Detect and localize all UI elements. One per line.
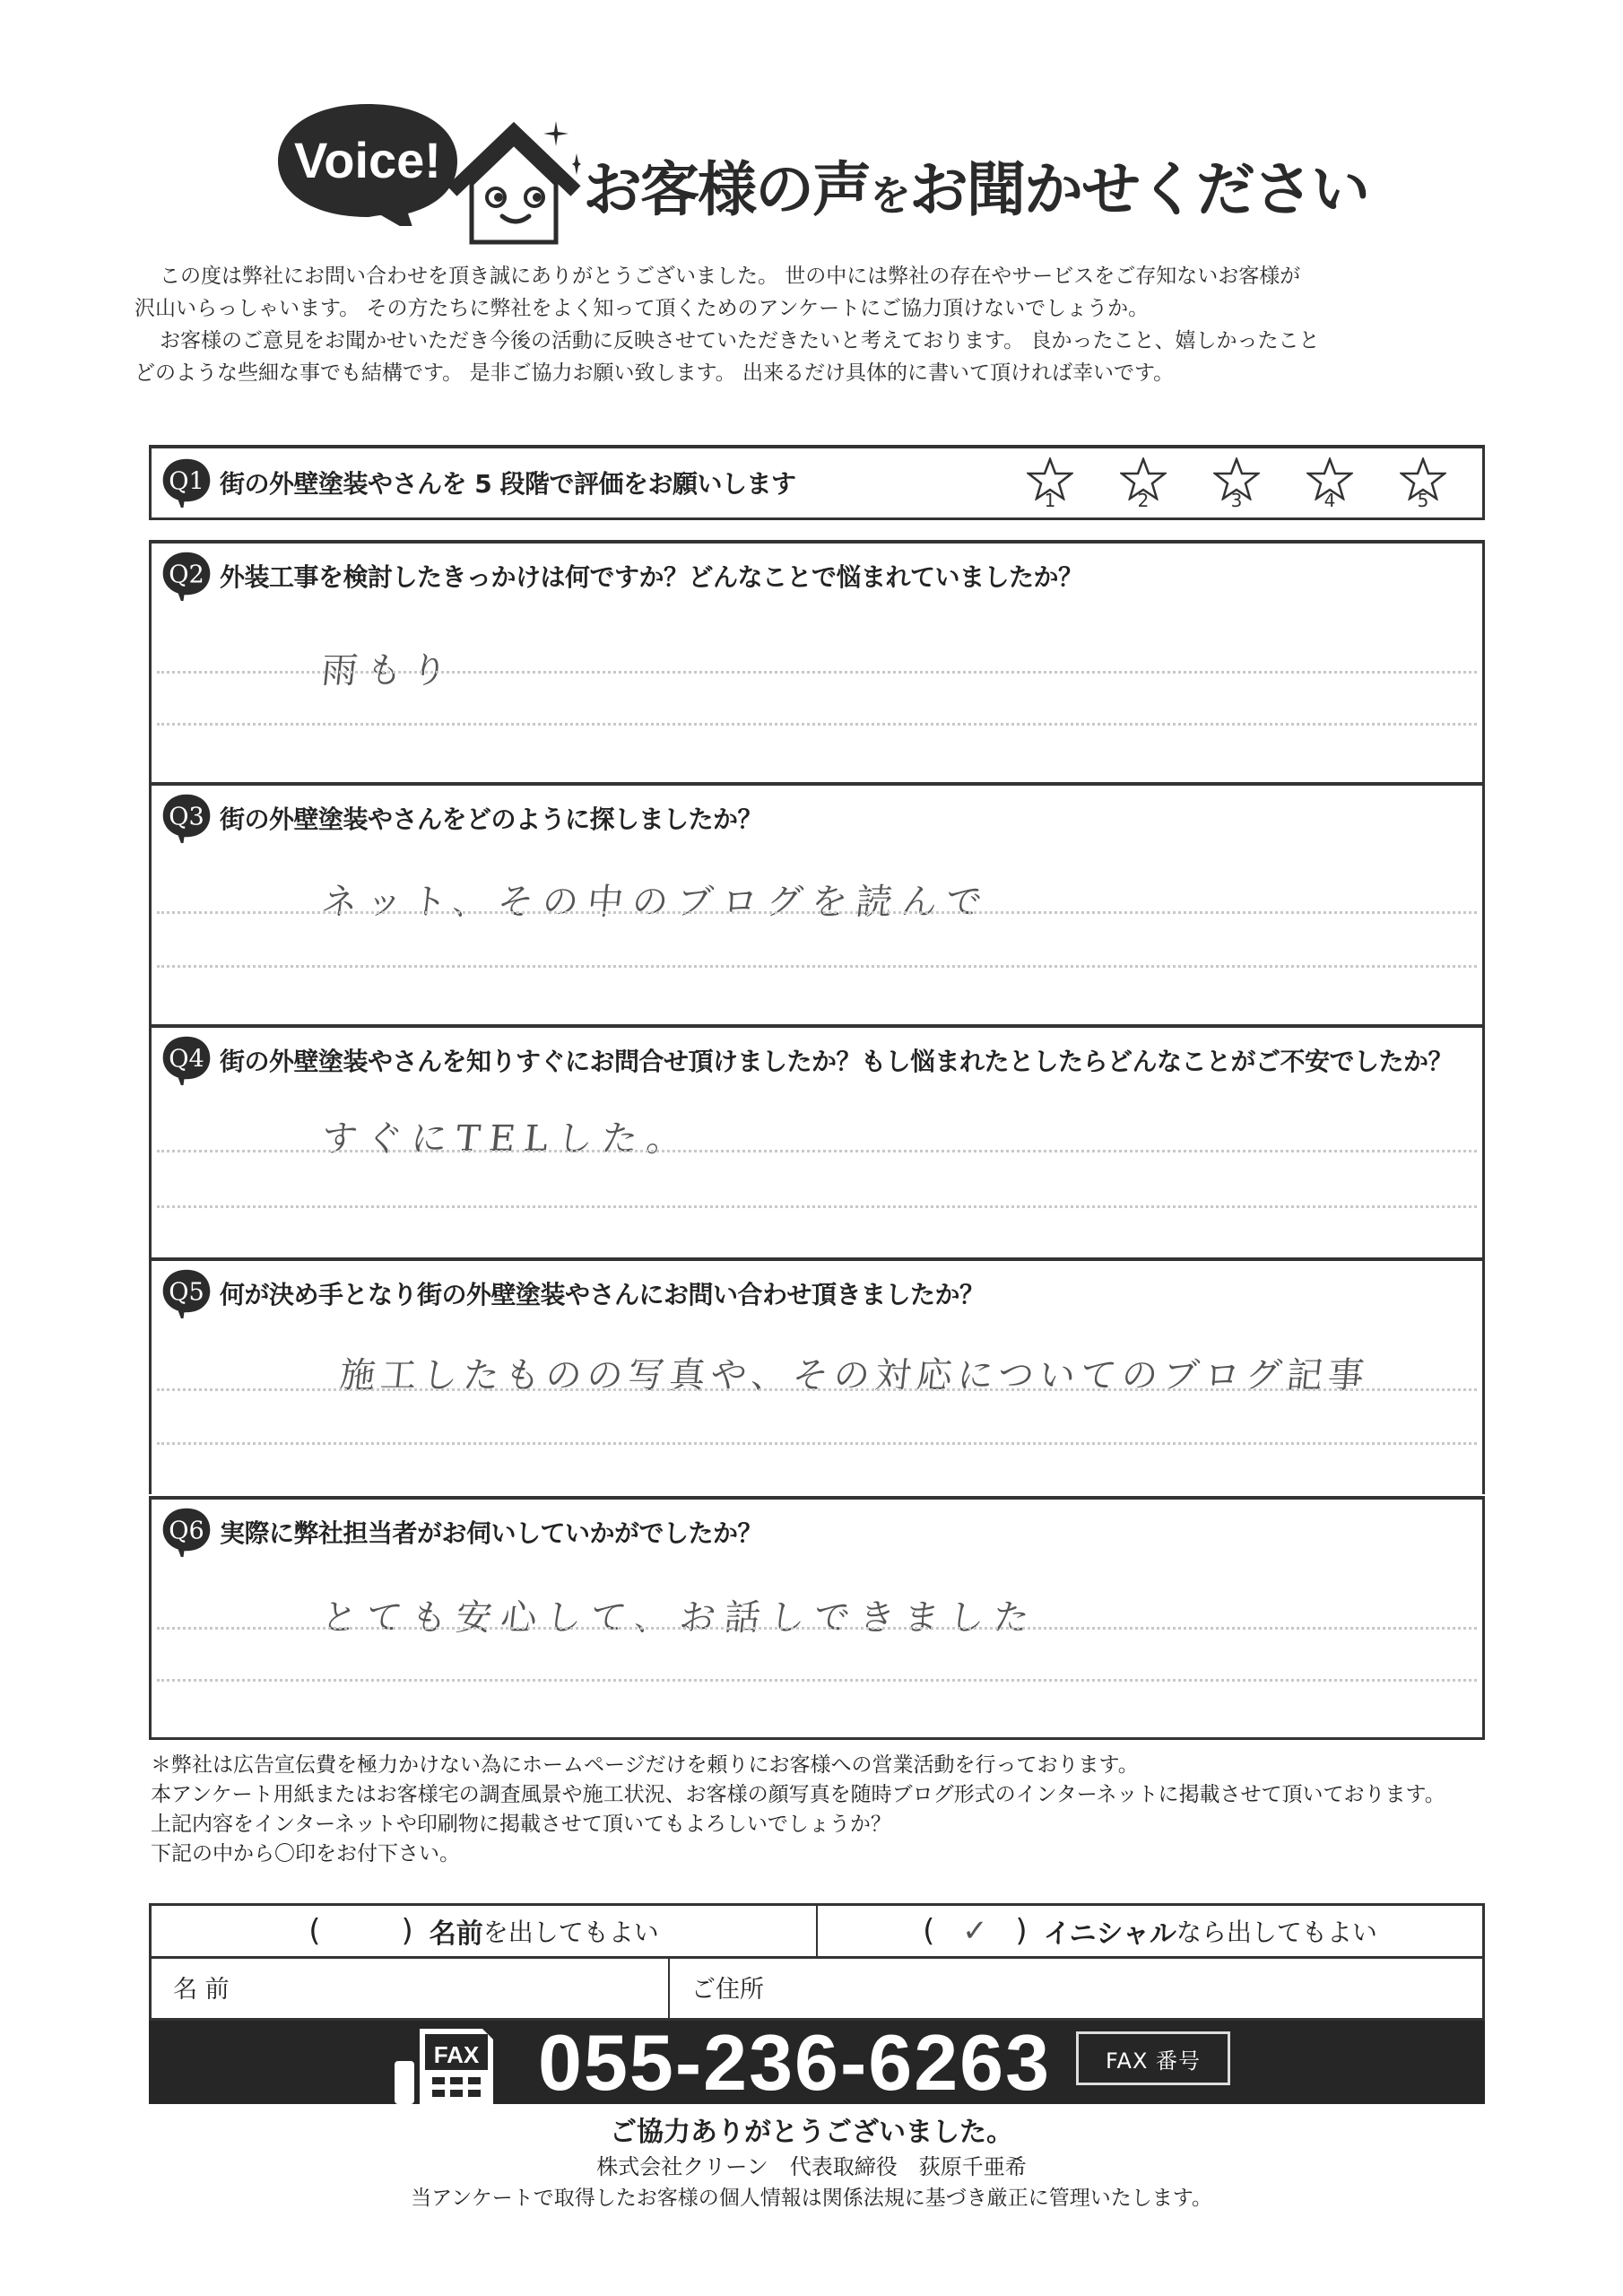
svg-text:Q3: Q3 [169, 803, 204, 831]
rating-star-1[interactable]: 1 [1027, 457, 1073, 513]
question-q6 [149, 1496, 1485, 1740]
question-text: 何が決め手となり街の外壁塗装やさんにお問い合わせ頂きましたか？ [220, 1280, 985, 1309]
answer-text[interactable]: すぐにTELした。 [319, 1118, 694, 1160]
checkbox-name[interactable]: ( ) [308, 1913, 413, 1949]
svg-text:Q6: Q6 [169, 1517, 204, 1545]
consent-options [149, 1903, 1485, 1959]
question-text: 街の外壁塗装やさんを 5 段階で評価をお願いします [220, 469, 796, 499]
option-label: なら出してもよい [1176, 1918, 1377, 1947]
note-line: 本アンケート用紙またはお客様宅の調査風景や施工状況、お客様の顔写真を随時ブログ形式のインターネットに掲載させて頂いております。 [151, 1783, 1445, 1806]
intro-line: この度は弊社にお問い合わせを頂き誠にありがとうございました。 世の中には弊社の存在やサービスをご存知ないお客様が [160, 265, 1301, 288]
ruled-line [157, 671, 1477, 674]
rating-star-4[interactable]: 4 [1306, 457, 1353, 513]
voice-badge-text: Voice! [294, 132, 441, 188]
address-field[interactable] [670, 1956, 764, 2018]
svg-text:Q1: Q1 [169, 467, 204, 496]
address-label: ご住所 [691, 1976, 764, 2004]
ruled-line [157, 1388, 1477, 1391]
answer-text[interactable]: 施工したものの写真や、その対応についてのブログ記事 [337, 1355, 1372, 1396]
consent-option-initial[interactable] [816, 1906, 1482, 1956]
title-particle: を [870, 171, 909, 220]
publication-notes [151, 1751, 1445, 1869]
option-label: を出してもよい [482, 1918, 659, 1947]
rating-star-3[interactable]: 3 [1213, 457, 1260, 513]
svg-text:FAX: FAX [433, 2041, 480, 2068]
question-text: 街の外壁塗装やさんを知りすぐにお問合せ頂けましたか？もし悩まれたとしたらどんなことがご不安でしたか？ [220, 1047, 1454, 1076]
company-signature: 株式会社クリーン 代表取締役 荻原千亜希 [596, 2154, 1027, 2179]
consent-option-name[interactable] [152, 1906, 816, 1956]
answer-text[interactable]: ネット、その中のブログを読んで [319, 882, 994, 923]
title-rest: お聞かせください [909, 155, 1368, 224]
note-line: 上記内容をインターネットや印刷物に掲載させて頂いてもよろしいでしょうか？ [151, 1813, 891, 1836]
q6-badge-icon [157, 1507, 216, 1557]
thanks-message: ご協力ありがとうございました。 [610, 2117, 1013, 2148]
voice-speech-bubble-icon [273, 100, 462, 226]
note-line: 下記の中から〇印をお付下さい。 [151, 1842, 460, 1866]
rating-star-5[interactable]: 5 [1400, 457, 1446, 513]
smiling-house-icon [447, 121, 581, 247]
fax-number-label: FAX 番号 [1076, 2031, 1230, 2085]
q1-badge-icon [157, 457, 216, 508]
sparkle-icon [543, 121, 568, 146]
ruled-line [157, 1442, 1477, 1445]
note-line: ＊弊社は広告宣伝費を極力かけない為にホームページだけを頼りにお客様への営業活動を行っております。 [151, 1753, 1139, 1777]
intro-line: お客様のご意見をお聞かせいただき今後の活動に反映させていただきたいと考えております。 良かったこと、嬉しかったこと [160, 329, 1320, 352]
ruled-line [157, 1205, 1477, 1208]
q3-badge-icon [157, 793, 216, 843]
fax-machine-icon [395, 2025, 520, 2104]
intro-line: どのような些細な事でも結構です。 是非ご協力お願い致します。 出来るだけ具体的に書いて頂ければ幸いです。 [135, 361, 1175, 385]
name-label: 名 前 [173, 1976, 230, 2004]
ruled-line [157, 911, 1477, 914]
ruled-line [157, 1150, 1477, 1152]
option-label-bold: イニシャル [1043, 1918, 1176, 1950]
customer-info [149, 1956, 1485, 2021]
question-q3 [149, 782, 1485, 1028]
privacy-notice: 当アンケートで取得したお客様の個人情報は関係法規に基づき厳正に管理いたします。 [411, 2187, 1212, 2210]
answer-text[interactable]: 雨もり [319, 650, 459, 691]
svg-text:Q2: Q2 [169, 561, 204, 589]
q5-badge-icon [157, 1268, 216, 1318]
question-q4 [149, 1024, 1485, 1261]
ruled-line [157, 723, 1477, 726]
intro-text [135, 260, 1506, 389]
question-text: 実際に弊社担当者がお伺いしていかがでしたか？ [220, 1518, 763, 1548]
question-q1 [149, 445, 1485, 520]
question-text: 外装工事を検討したきっかけは何ですか？どんなことで悩まれていましたか？ [220, 562, 1083, 592]
option-label-bold: 名前 [429, 1918, 483, 1950]
ruled-line [157, 1679, 1477, 1682]
rating-stars [1027, 457, 1446, 513]
intro-line: 沢山いらっしゃいます。 その方たちに弊社をよく知って頂くためのアンケートにご協力頂けないでしょうか。 [135, 297, 1150, 320]
q2-badge-icon [157, 551, 216, 601]
rating-star-2[interactable]: 2 [1120, 457, 1167, 513]
question-text: 街の外壁塗装やさんをどのように探しましたか？ [220, 804, 763, 834]
answer-text[interactable]: とても安心して、お話しできました [319, 1597, 1041, 1639]
name-field[interactable] [152, 1956, 670, 2018]
question-q2 [149, 540, 1485, 786]
fax-number: 055-236-6263 [538, 2018, 1052, 2107]
page-title [583, 142, 1368, 227]
svg-text:Q4: Q4 [169, 1045, 204, 1074]
ruled-line [157, 1627, 1477, 1630]
svg-text:Q5: Q5 [169, 1278, 204, 1307]
q4-badge-icon [157, 1035, 216, 1085]
question-q5 [149, 1257, 1485, 1494]
ruled-line [157, 965, 1477, 968]
checkbox-initial[interactable]: ( ✓ ) [923, 1913, 1028, 1949]
check-mark-icon: ✓ [962, 1913, 988, 1949]
title-main: お客様の声 [583, 155, 870, 224]
